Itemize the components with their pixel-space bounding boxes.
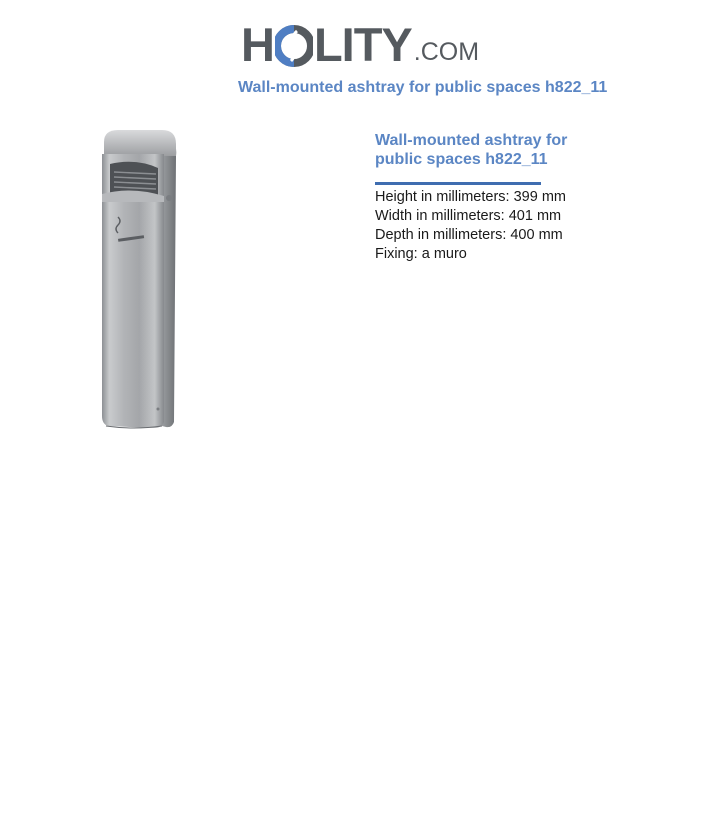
logo-text-end: LITY xyxy=(313,18,412,71)
logo-text-start: H xyxy=(241,18,274,71)
product-details xyxy=(375,131,675,264)
spec-height: Height in millimeters: 399 mm xyxy=(375,189,566,205)
page-title: Wall-mounted ashtray for public spaces h822_11 xyxy=(238,79,608,96)
product-title: Wall-mounted ashtray for public spaces h822_11 xyxy=(375,132,568,168)
logo-wordmark xyxy=(241,18,412,71)
site-logo[interactable] xyxy=(241,12,480,71)
spec-fixing: Fixing: a muro xyxy=(375,246,467,262)
wall-mounted-ashtray-image xyxy=(96,126,180,430)
logo-tld: .COM xyxy=(413,38,480,66)
holity-o-icon xyxy=(275,25,313,67)
spec-width: Width in millimeters: 401 mm xyxy=(375,208,562,224)
title-divider xyxy=(375,182,541,185)
spec-list xyxy=(375,188,675,264)
spec-depth: Depth in millimeters: 400 mm xyxy=(375,227,563,243)
